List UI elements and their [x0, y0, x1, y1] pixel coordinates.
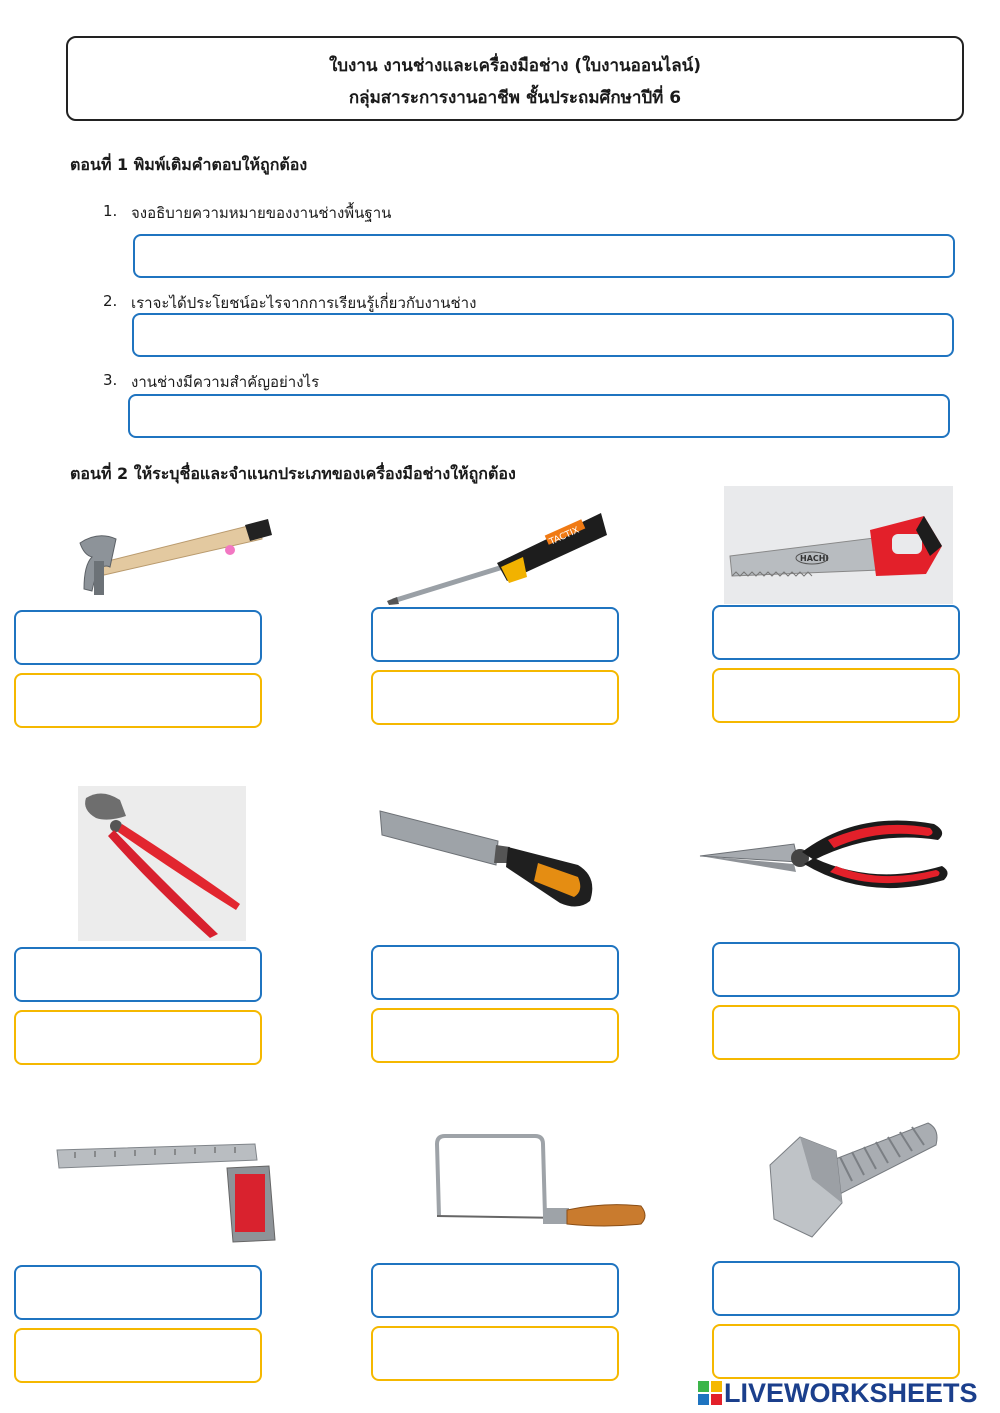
- worksheet-subtitle: กลุ่มสาระการงานอาชีพ ชั้นประถมศึกษาปีที่ 6: [348, 88, 682, 108]
- part2-title: ตอนที่ 2 ให้ระบุชื่อและจำแนกประเภทของเครื่องมือช่างให้ถูกต้อง: [70, 464, 516, 483]
- long-nose-pliers-image: [698, 810, 953, 900]
- tool-2-type-input[interactable]: [371, 670, 619, 725]
- tool-6-name-input[interactable]: [712, 942, 960, 997]
- tool-1-name-input[interactable]: [14, 610, 262, 665]
- tool-9-name-input[interactable]: [712, 1261, 960, 1316]
- tool-1-type-input[interactable]: [14, 673, 262, 728]
- part1-title: ตอนที่ 1 พิมพ์เติมคำตอบให้ถูกต้อง: [70, 155, 308, 174]
- tool-8-type-input[interactable]: [371, 1326, 619, 1381]
- question-1-answer-input[interactable]: [133, 234, 955, 278]
- tool-8-name-input[interactable]: [371, 1263, 619, 1318]
- tool-5-type-input[interactable]: [371, 1008, 619, 1063]
- tool-7-type-input[interactable]: [14, 1328, 262, 1383]
- wood-chisel-image: [378, 805, 603, 915]
- question-3-answer-input[interactable]: [128, 394, 950, 438]
- tool-7-name-input[interactable]: [14, 1265, 262, 1320]
- question-2-answer-input[interactable]: [132, 313, 954, 357]
- question-3-text: งานช่างมีความสำคัญอย่างไร: [131, 373, 320, 391]
- liveworksheets-icon: [698, 1381, 722, 1405]
- question-2-number: 2.: [103, 292, 118, 310]
- tool-6-type-input[interactable]: [712, 1005, 960, 1060]
- tool-4-name-input[interactable]: [14, 947, 262, 1002]
- hand-saw-image: [724, 486, 953, 604]
- screwdriver-brand: TACTIX: [548, 525, 581, 548]
- end-cutting-pincers-image: [78, 786, 246, 941]
- tool-9-type-input[interactable]: [712, 1324, 960, 1379]
- tool-4-type-input[interactable]: [14, 1010, 262, 1065]
- question-2-text: เราจะได้ประโยชน์อะไรจากการเรียนรู้เกี่ยวกับงานช่าง: [131, 294, 477, 312]
- question-1-text: จงอธิบายความหมายของงานช่างพื้นฐาน: [131, 204, 392, 222]
- tool-3-name-input[interactable]: [712, 605, 960, 660]
- hammer-image: [70, 505, 275, 605]
- tool-5-name-input[interactable]: [371, 945, 619, 1000]
- question-3-number: 3.: [103, 371, 118, 389]
- coping-saw-image: [425, 1130, 650, 1235]
- tool-2-name-input[interactable]: [371, 607, 619, 662]
- saw-brand: HACHI: [800, 554, 829, 563]
- liveworksheets-brand-text: LIVEWORKSHEETS: [724, 1377, 978, 1408]
- try-square-image: [55, 1140, 280, 1245]
- worksheet-header: [66, 36, 964, 121]
- screwdriver-image: [385, 505, 610, 605]
- question-1-number: 1.: [103, 202, 118, 220]
- worksheet-title: ใบงาน งานช่างและเครื่องมือช่าง (ใบงานออนไลน์): [328, 56, 702, 76]
- hex-bolt-image: [760, 1115, 940, 1250]
- tool-3-type-input[interactable]: [712, 668, 960, 723]
- liveworksheets-logo: [698, 1378, 978, 1408]
